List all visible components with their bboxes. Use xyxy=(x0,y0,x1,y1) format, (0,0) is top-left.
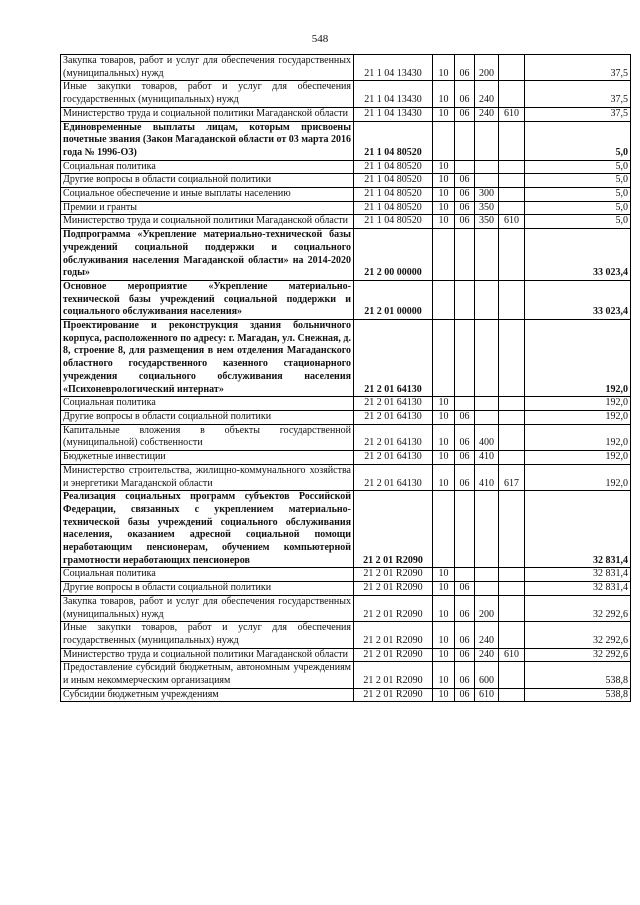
row-ministry-code xyxy=(499,174,525,188)
row-ministry-code xyxy=(499,688,525,702)
row-section: 10 xyxy=(433,648,455,662)
row-section: 10 xyxy=(433,188,455,202)
row-subsection: 06 xyxy=(455,582,475,596)
row-section: 10 xyxy=(433,582,455,596)
table-row xyxy=(61,451,631,465)
row-section: 10 xyxy=(433,688,455,702)
row-expense-type xyxy=(475,410,499,424)
row-amount: 37,5 xyxy=(525,81,631,107)
row-subsection xyxy=(455,491,475,568)
row-code: 21 1 04 80520 xyxy=(354,201,433,215)
row-section: 10 xyxy=(433,424,455,450)
row-ministry-code: 610 xyxy=(499,215,525,229)
row-name: Министерство труда и социальной политики Магаданской области xyxy=(61,215,354,229)
row-subsection: 06 xyxy=(455,174,475,188)
row-code: 21 2 01 R2090 xyxy=(354,662,433,688)
row-amount: 32 831,4 xyxy=(525,491,631,568)
row-ministry-code xyxy=(499,424,525,450)
row-subsection xyxy=(455,121,475,160)
row-amount: 5,0 xyxy=(525,160,631,174)
row-section: 10 xyxy=(433,201,455,215)
row-section xyxy=(433,491,455,568)
table-row xyxy=(61,55,631,81)
row-code: 21 1 04 80520 xyxy=(354,121,433,160)
row-subsection xyxy=(455,397,475,411)
row-code: 21 2 01 64130 xyxy=(354,424,433,450)
row-ministry-code xyxy=(499,662,525,688)
row-subsection: 06 xyxy=(455,648,475,662)
row-amount: 192,0 xyxy=(525,424,631,450)
row-expense-type xyxy=(475,280,499,319)
row-ministry-code xyxy=(499,491,525,568)
row-subsection: 06 xyxy=(455,55,475,81)
table-row xyxy=(61,107,631,121)
row-subsection: 06 xyxy=(455,410,475,424)
row-name: Социальная политика xyxy=(61,568,354,582)
table-row xyxy=(61,568,631,582)
row-code: 21 2 01 R2090 xyxy=(354,568,433,582)
row-ministry-code: 610 xyxy=(499,648,525,662)
row-amount: 32 292,6 xyxy=(525,648,631,662)
row-name: Социальная политика xyxy=(61,160,354,174)
row-expense-type: 350 xyxy=(475,215,499,229)
row-expense-type: 610 xyxy=(475,688,499,702)
table-row xyxy=(61,648,631,662)
row-expense-type xyxy=(475,160,499,174)
row-code: 21 2 01 64130 xyxy=(354,464,433,490)
row-expense-type: 240 xyxy=(475,107,499,121)
row-amount: 33 023,4 xyxy=(525,280,631,319)
row-amount: 192,0 xyxy=(525,397,631,411)
row-code: 21 1 04 80520 xyxy=(354,174,433,188)
row-name: Социальное обеспечение и иные выплаты населению xyxy=(61,188,354,202)
table-row xyxy=(61,688,631,702)
row-subsection: 06 xyxy=(455,451,475,465)
row-expense-type: 300 xyxy=(475,188,499,202)
row-section: 10 xyxy=(433,107,455,121)
row-name: Единовременные выплаты лицам, которым присвоены почетные звания (Закон Магаданской области от 03 марта 2016 года № 1996-ОЗ) xyxy=(61,121,354,160)
row-expense-type: 200 xyxy=(475,595,499,621)
row-expense-type xyxy=(475,397,499,411)
row-section xyxy=(433,320,455,397)
row-expense-type: 240 xyxy=(475,648,499,662)
row-amount: 33 023,4 xyxy=(525,229,631,281)
table-row xyxy=(61,121,631,160)
table-row xyxy=(61,582,631,596)
row-section: 10 xyxy=(433,568,455,582)
row-amount: 192,0 xyxy=(525,451,631,465)
table-row xyxy=(61,81,631,107)
row-code: 21 2 01 R2090 xyxy=(354,622,433,648)
row-subsection xyxy=(455,160,475,174)
table-row xyxy=(61,410,631,424)
row-name: Капитальные вложения в объекты государственной (муниципальной) собственности xyxy=(61,424,354,450)
row-subsection: 06 xyxy=(455,215,475,229)
row-amount: 32 292,6 xyxy=(525,595,631,621)
row-ministry-code xyxy=(499,280,525,319)
row-subsection: 06 xyxy=(455,107,475,121)
row-expense-type: 350 xyxy=(475,201,499,215)
row-code: 21 1 04 13430 xyxy=(354,55,433,81)
row-name: Другие вопросы в области социальной политики xyxy=(61,410,354,424)
row-name: Субсидии бюджетным учреждениям xyxy=(61,688,354,702)
row-name: Другие вопросы в области социальной политики xyxy=(61,174,354,188)
row-ministry-code xyxy=(499,622,525,648)
table-row xyxy=(61,229,631,281)
row-section: 10 xyxy=(433,595,455,621)
row-name: Реализация социальных программ субъектов Российской Федерации, связанных с укреплением материально-технической базы учреждений социального обслуживания населения, оказанием адресной социальной помощи неработающим пенсионерам, обучением компьютерной грамотности неработающих пенсионеров xyxy=(61,491,354,568)
row-section: 10 xyxy=(433,55,455,81)
row-amount: 5,0 xyxy=(525,201,631,215)
row-ministry-code xyxy=(499,121,525,160)
row-expense-type xyxy=(475,568,499,582)
row-code: 21 2 01 R2090 xyxy=(354,595,433,621)
row-section: 10 xyxy=(433,397,455,411)
row-section xyxy=(433,229,455,281)
row-name: Социальная политика xyxy=(61,397,354,411)
row-section: 10 xyxy=(433,81,455,107)
table-row xyxy=(61,215,631,229)
row-expense-type xyxy=(475,121,499,160)
row-name: Министерство труда и социальной политики Магаданской области xyxy=(61,107,354,121)
row-name: Другие вопросы в области социальной политики xyxy=(61,582,354,596)
budget-table xyxy=(60,54,631,702)
row-section: 10 xyxy=(433,215,455,229)
row-amount: 192,0 xyxy=(525,464,631,490)
table-row xyxy=(61,662,631,688)
row-section: 10 xyxy=(433,662,455,688)
row-ministry-code: 617 xyxy=(499,464,525,490)
row-expense-type: 240 xyxy=(475,81,499,107)
row-expense-type: 240 xyxy=(475,622,499,648)
row-subsection: 06 xyxy=(455,201,475,215)
row-expense-type xyxy=(475,491,499,568)
row-code: 21 2 01 64130 xyxy=(354,397,433,411)
row-expense-type xyxy=(475,174,499,188)
row-code: 21 2 01 R2090 xyxy=(354,688,433,702)
row-code: 21 2 00 00000 xyxy=(354,229,433,281)
row-name: Министерство строительства, жилищно-коммунального хозяйства и энергетики Магаданской области xyxy=(61,464,354,490)
row-name: Премии и гранты xyxy=(61,201,354,215)
row-ministry-code xyxy=(499,397,525,411)
row-code: 21 1 04 13430 xyxy=(354,107,433,121)
row-amount: 5,0 xyxy=(525,174,631,188)
row-ministry-code xyxy=(499,81,525,107)
table-row xyxy=(61,595,631,621)
row-code: 21 2 01 R2090 xyxy=(354,648,433,662)
row-amount: 538,8 xyxy=(525,662,631,688)
row-code: 21 2 01 64130 xyxy=(354,410,433,424)
row-name: Основное мероприятие «Укрепление материально-технической базы учреждений социальной поддержки и социального обслуживания населения» xyxy=(61,280,354,319)
row-section: 10 xyxy=(433,174,455,188)
row-ministry-code xyxy=(499,451,525,465)
table-row xyxy=(61,491,631,568)
row-section xyxy=(433,121,455,160)
table-row xyxy=(61,201,631,215)
table-row xyxy=(61,622,631,648)
row-section: 10 xyxy=(433,464,455,490)
row-ministry-code xyxy=(499,582,525,596)
row-name: Предоставление субсидий бюджетным, автономным учреждениям и иным некоммерческим организациям xyxy=(61,662,354,688)
row-subsection xyxy=(455,320,475,397)
row-name: Подпрограмма «Укрепление материально-технической базы учреждений социальной поддержки и социального обслуживания населения Магаданской области» на 2014-2020 годы» xyxy=(61,229,354,281)
row-subsection: 06 xyxy=(455,595,475,621)
row-expense-type: 200 xyxy=(475,55,499,81)
row-expense-type: 600 xyxy=(475,662,499,688)
row-code: 21 2 01 64130 xyxy=(354,320,433,397)
row-code: 21 1 04 80520 xyxy=(354,160,433,174)
table-row xyxy=(61,424,631,450)
row-name: Иные закупки товаров, работ и услуг для обеспечения государственных (муниципальных) нужд xyxy=(61,81,354,107)
table-row xyxy=(61,174,631,188)
row-subsection: 06 xyxy=(455,688,475,702)
row-subsection xyxy=(455,280,475,319)
row-code: 21 2 01 R2090 xyxy=(354,582,433,596)
row-ministry-code xyxy=(499,188,525,202)
table-row xyxy=(61,320,631,397)
row-amount: 32 831,4 xyxy=(525,582,631,596)
row-subsection: 06 xyxy=(455,424,475,450)
table-row xyxy=(61,464,631,490)
table-row xyxy=(61,280,631,319)
row-amount: 192,0 xyxy=(525,410,631,424)
row-subsection: 06 xyxy=(455,81,475,107)
page-number: 548 xyxy=(311,33,329,45)
row-expense-type: 400 xyxy=(475,424,499,450)
row-amount: 538,8 xyxy=(525,688,631,702)
row-amount: 5,0 xyxy=(525,188,631,202)
row-section: 10 xyxy=(433,410,455,424)
row-expense-type: 410 xyxy=(475,464,499,490)
row-ministry-code: 610 xyxy=(499,107,525,121)
row-code: 21 2 01 R2090 xyxy=(354,491,433,568)
row-ministry-code xyxy=(499,229,525,281)
row-ministry-code xyxy=(499,410,525,424)
row-expense-type: 410 xyxy=(475,451,499,465)
row-subsection xyxy=(455,568,475,582)
row-amount: 192,0 xyxy=(525,320,631,397)
row-section: 10 xyxy=(433,160,455,174)
row-code: 21 2 01 64130 xyxy=(354,451,433,465)
row-amount: 5,0 xyxy=(525,215,631,229)
row-section: 10 xyxy=(433,451,455,465)
row-section xyxy=(433,280,455,319)
row-code: 21 1 04 80520 xyxy=(354,215,433,229)
row-amount: 37,5 xyxy=(525,55,631,81)
row-amount: 32 831,4 xyxy=(525,568,631,582)
table-row xyxy=(61,188,631,202)
row-subsection xyxy=(455,229,475,281)
row-name: Министерство труда и социальной политики Магаданской области xyxy=(61,648,354,662)
row-expense-type xyxy=(475,582,499,596)
row-section: 10 xyxy=(433,622,455,648)
row-amount: 5,0 xyxy=(525,121,631,160)
row-ministry-code xyxy=(499,55,525,81)
row-ministry-code xyxy=(499,595,525,621)
row-ministry-code xyxy=(499,201,525,215)
row-ministry-code xyxy=(499,568,525,582)
row-amount: 32 292,6 xyxy=(525,622,631,648)
row-amount: 37,5 xyxy=(525,107,631,121)
row-subsection: 06 xyxy=(455,464,475,490)
row-name: Закупка товаров, работ и услуг для обеспечения государственных (муниципальных) нужд xyxy=(61,595,354,621)
row-name: Закупка товаров, работ и услуг для обеспечения государственных (муниципальных) нужд xyxy=(61,55,354,81)
row-code: 21 2 01 00000 xyxy=(354,280,433,319)
row-subsection: 06 xyxy=(455,622,475,648)
row-name: Бюджетные инвестиции xyxy=(61,451,354,465)
row-ministry-code xyxy=(499,160,525,174)
row-name: Иные закупки товаров, работ и услуг для обеспечения государственных (муниципальных) нужд xyxy=(61,622,354,648)
row-code: 21 1 04 13430 xyxy=(354,81,433,107)
row-name: Проектирование и реконструкция здания больничного корпуса, расположенного по адресу: г. Магадан, ул. Снежная, д. 8, строение 8, для размещения в нем отделения Магаданского областного государственного казенного стационарного учреждения социального обслуживания населения «Психоневрологический интернат» xyxy=(61,320,354,397)
row-subsection: 06 xyxy=(455,188,475,202)
row-ministry-code xyxy=(499,320,525,397)
row-code: 21 1 04 80520 xyxy=(354,188,433,202)
table-row xyxy=(61,397,631,411)
row-expense-type xyxy=(475,229,499,281)
row-subsection: 06 xyxy=(455,662,475,688)
row-expense-type xyxy=(475,320,499,397)
table-row xyxy=(61,160,631,174)
